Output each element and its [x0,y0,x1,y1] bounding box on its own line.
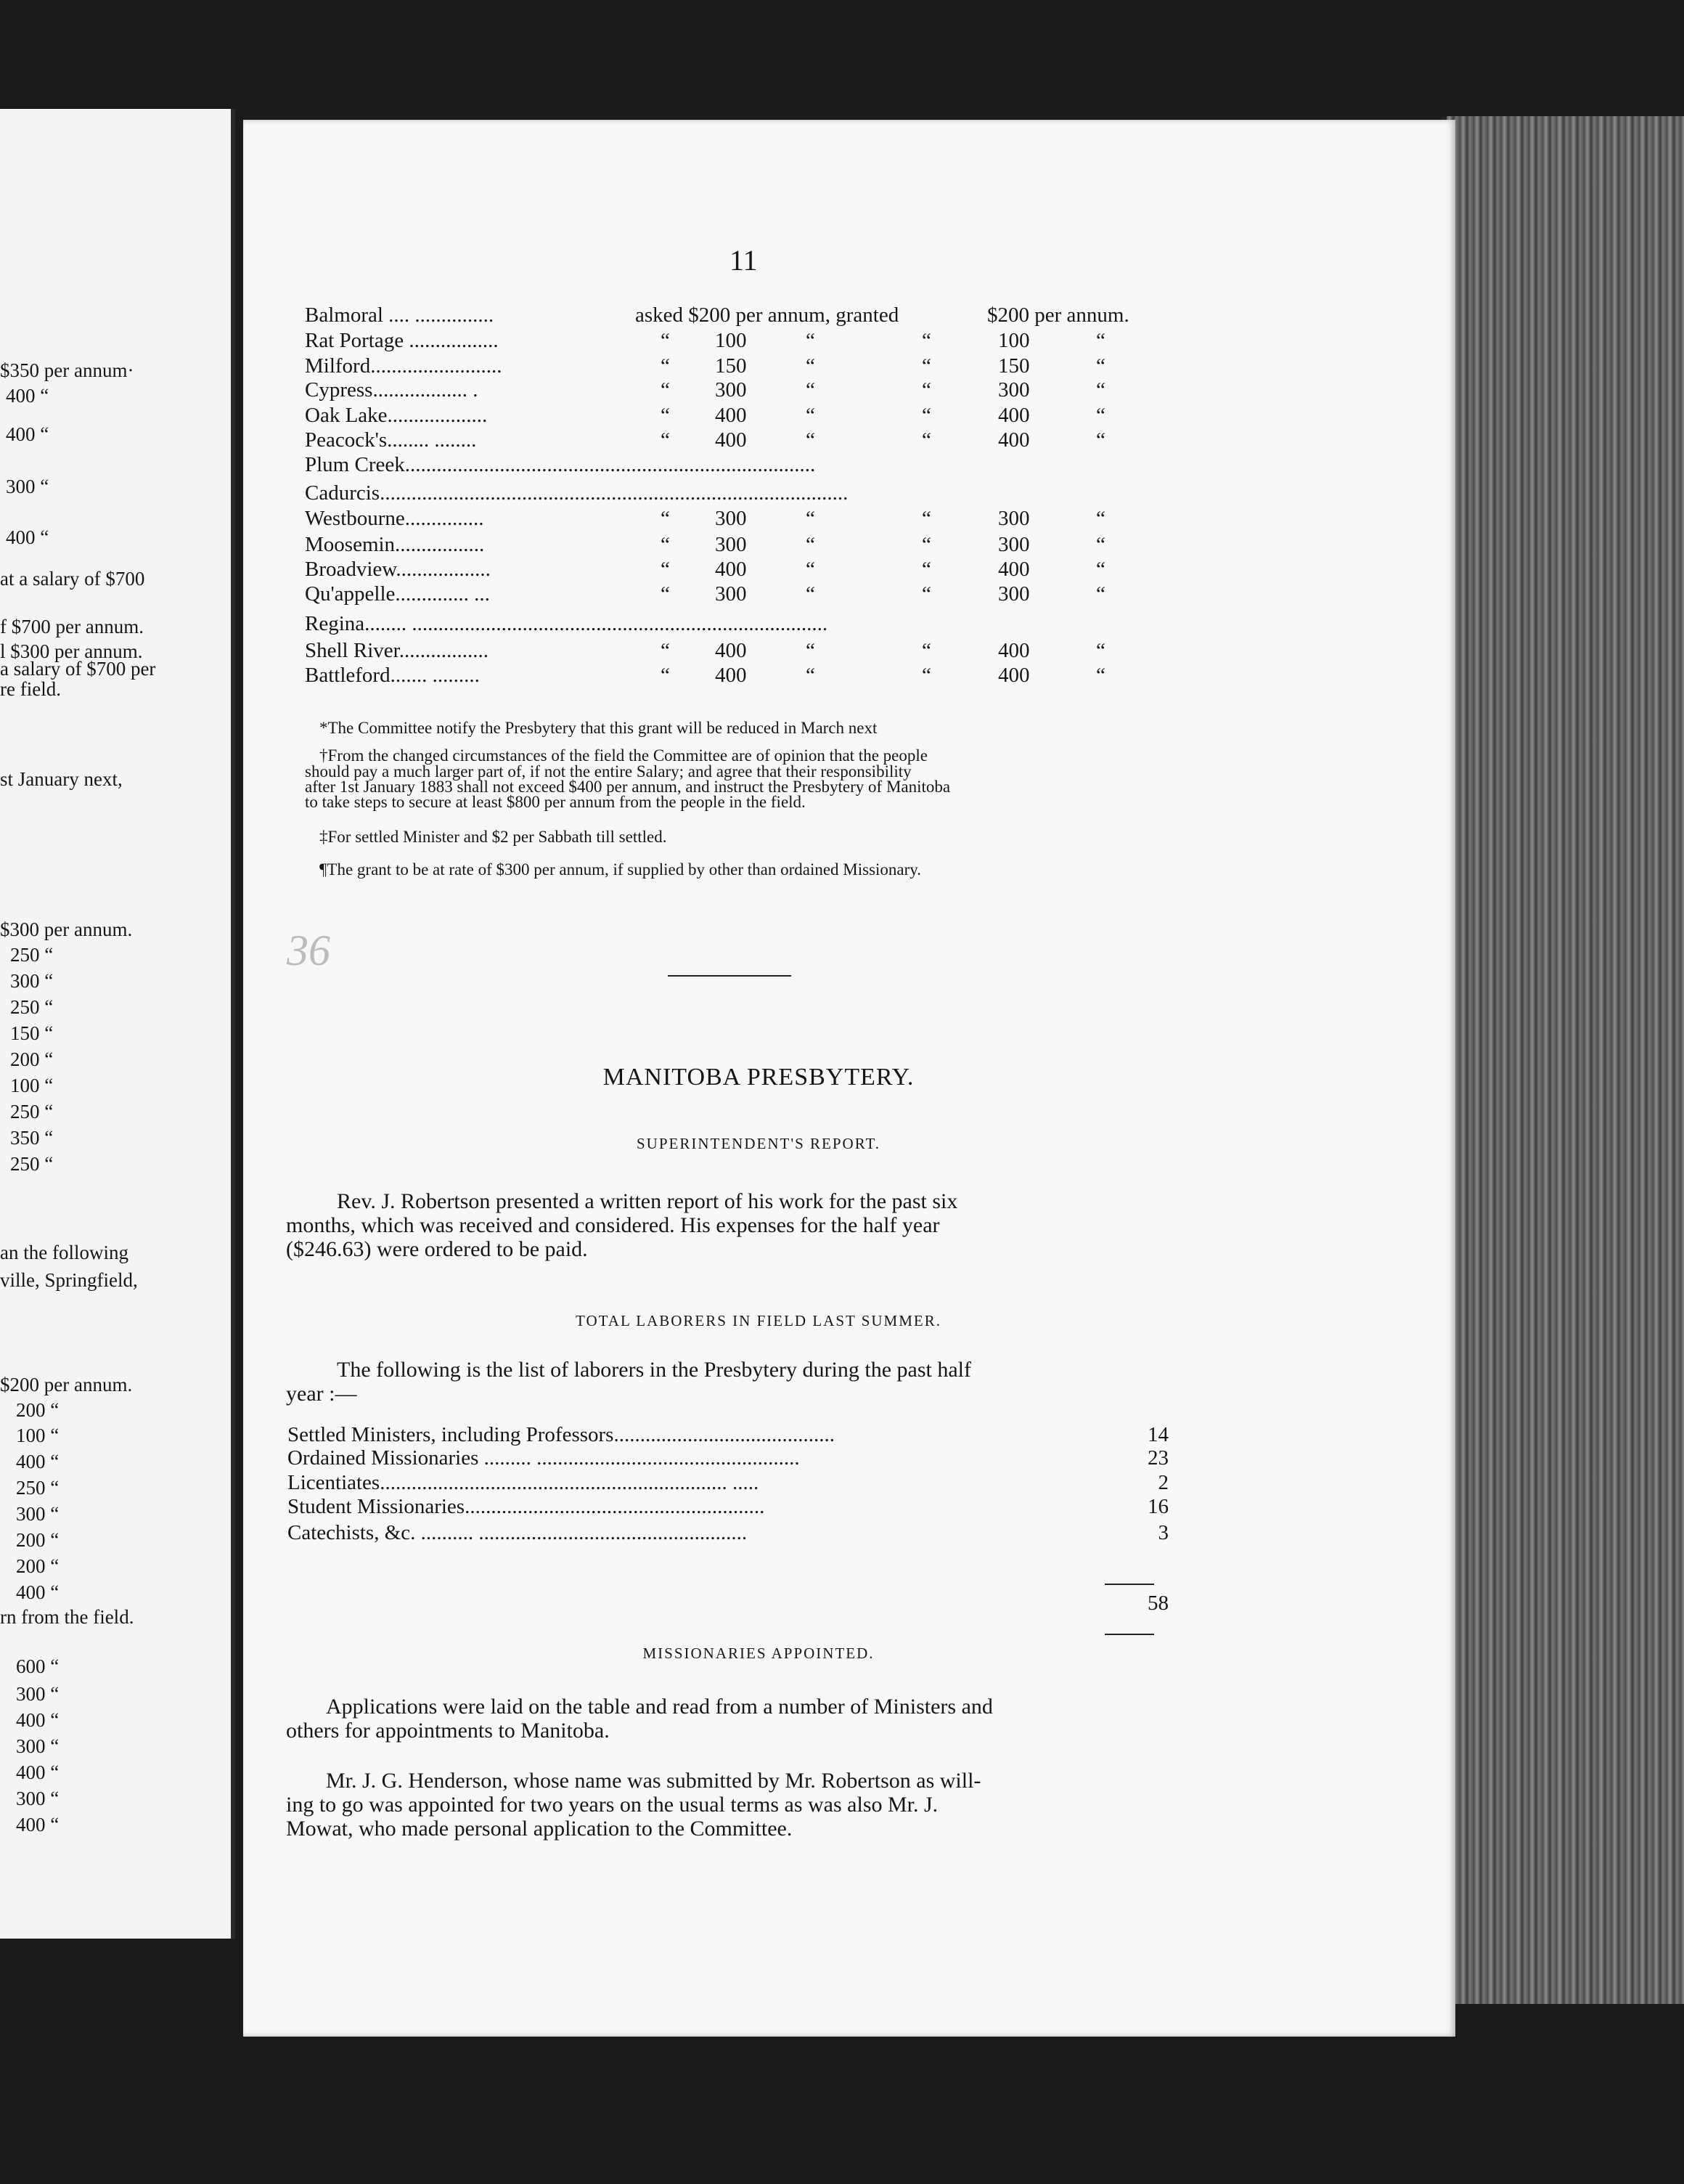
grant-place: Balmoral .... ............... [305,303,494,327]
ditto-mark: “ [806,533,815,556]
ditto-mark: “ [806,404,815,427]
grant-granted-value: 400 [998,404,1030,427]
superintendent-paragraph [286,1189,1157,1261]
laborer-count: 23 [1148,1446,1169,1470]
ditto-mark: “ [1096,639,1105,662]
grant-row [305,329,1169,354]
left-page-fragment: 350 “ [10,1127,54,1149]
grant-place: Regina........ ............................................................................... [305,612,828,635]
left-page-fragment: 400 “ [6,423,49,445]
ditto-mark: “ [1096,404,1105,427]
superintendent-heading: SUPERINTENDENT'S REPORT. [637,1135,880,1152]
ditto-mark: “ [806,582,815,606]
missionaries-paragraph-1 [286,1695,1157,1743]
grant-granted-value: 300 [998,533,1030,556]
left-page-fragment: 200 “ [16,1399,60,1421]
grant-asked-value: 400 [715,428,747,452]
left-page-fragment: 250 “ [10,996,54,1018]
ditto-mark: “ [661,639,670,662]
ditto-mark: “ [922,507,931,530]
left-page-fragment: a salary of $700 per [0,658,156,680]
left-page-fragment: $350 per annum· [0,359,134,381]
left-page-fragment: $300 per annum. [0,918,133,940]
ditto-mark: “ [1096,507,1105,530]
left-page-fragment: l $300 per annum. [0,640,143,662]
laborers-heading: TOTAL LABORERS IN FIELD LAST SUMMER. [576,1312,941,1329]
laborer-category: Catechists, &c. .......... ................................................... [287,1521,748,1544]
ditto-mark: “ [661,329,670,352]
laborer-category: Licentiates.................................................................. ..... [287,1471,759,1494]
left-page-fragment: 400 “ [16,1451,60,1472]
footnote-line: ¶The grant to be at rate of $300 per annum, if supplied by other than ordained Missionary. [319,860,922,879]
grant-place: Shell River................. [305,639,489,662]
ditto-mark: “ [922,354,931,378]
ditto-mark: “ [1096,354,1105,378]
ditto-mark: “ [661,664,670,687]
grant-granted-value: 100 [998,329,1030,352]
grant-row [305,507,1169,531]
footnote-line: †From the changed circumstances of the field the Committee are of opinion that the people [319,746,928,765]
book-page-edges [1441,116,1684,2004]
ditto-mark: “ [1096,582,1105,606]
ditto-mark: “ [1096,329,1105,352]
grant-row [305,404,1169,428]
ditto-mark: “ [661,582,670,606]
grant-granted-value: 400 [998,558,1030,581]
facing-left-page [0,109,235,1939]
left-page-fragment: 200 “ [16,1555,60,1577]
left-page-fragment: 300 “ [10,970,54,992]
ditto-mark: “ [806,354,815,378]
left-page-fragment: 300 “ [16,1683,60,1705]
ditto-mark: “ [922,639,931,662]
ditto-mark: “ [1096,558,1105,581]
ditto-mark: “ [661,404,670,427]
ditto-mark: “ [1096,428,1105,452]
grant-granted-value: 400 [998,664,1030,687]
grant-row [305,612,1169,637]
left-page-fragment: 400 “ [16,1761,60,1783]
laborer-category: Student Missionaries......................................................... [287,1495,765,1518]
ditto-mark: “ [806,428,815,452]
para-line: Mowat, who made personal application to the Committee. [286,1817,793,1841]
ditto-mark: “ [806,664,815,687]
left-page-fragment: 400 “ [16,1814,60,1835]
grant-place: Oak Lake................... [305,404,488,427]
grants-header-row [305,303,1169,328]
ditto-mark: “ [661,558,670,581]
left-page-fragment: 300 “ [6,476,49,497]
ditto-mark: “ [922,428,931,452]
para-line: The following is the list of laborers in the Presbytery during the past half [337,1358,971,1382]
grant-asked-value: 400 [715,639,747,662]
grant-granted-value: 400 [998,428,1030,452]
grant-asked-value: 400 [715,558,747,581]
laborer-count: 3 [1158,1521,1169,1544]
grant-place: Cypress.................. . [305,378,478,402]
left-page-fragment: ville, Springfield, [0,1269,138,1291]
ditto-mark: “ [806,558,815,581]
grant-place: Moosemin................. [305,533,485,556]
ditto-mark: “ [922,582,931,606]
grant-asked-value: 400 [715,664,747,687]
grant-asked-value: 100 [715,329,747,352]
left-page-fragment: 300 “ [16,1788,60,1809]
grant-row [305,428,1169,453]
laborers-total: 58 [1148,1592,1169,1615]
laborer-count: 16 [1148,1495,1169,1518]
grant-row [305,481,1169,506]
para-line: year :— [286,1382,357,1406]
grant-place: Battleford....... ......... [305,664,480,687]
ditto-mark: “ [922,533,931,556]
grant-row [305,558,1169,582]
left-page-fragment: 400 “ [16,1581,60,1603]
grant-asked-header: asked $200 per annum, granted [635,303,899,327]
left-page-fragment: 300 “ [16,1735,60,1757]
footnote-line: to take steps to secure at least $800 per annum from the people in the field. [305,793,806,811]
ditto-mark: “ [806,507,815,530]
grant-row [305,354,1169,379]
grant-granted-value: 150 [998,354,1030,378]
grant-row [305,582,1169,607]
left-page-fragment: 100 “ [10,1075,54,1096]
left-page-fragment: f $700 per annum. [0,616,144,637]
ditto-mark: “ [806,378,815,402]
grant-granted-value: 300 [998,507,1030,530]
para-line: ($246.63) were ordered to be paid. [286,1237,588,1261]
grant-place: Cadurcis......................................................................................... [305,481,849,505]
ditto-mark: “ [922,404,931,427]
left-page-fragment: at a salary of $700 [0,568,145,590]
left-page-fragment: st January next, [0,768,123,790]
para-line: others for appointments to Manitoba. [286,1719,610,1743]
margin-pencil-note: 36 [287,926,330,974]
left-page-fragment: rn from the field. [0,1606,134,1628]
left-page-fragment: 600 “ [16,1655,60,1677]
left-page-fragment: 400 “ [6,526,49,548]
grant-place: Broadview.................. [305,558,491,581]
ditto-mark: “ [806,329,815,352]
left-page-fragment: 250 “ [10,944,54,966]
left-page-fragment: 250 “ [16,1477,60,1499]
laborer-count: 2 [1158,1471,1169,1494]
grant-granted-header: $200 per annum. [987,303,1129,327]
grant-place: Milford......................... [305,354,502,378]
grant-asked-value: 300 [715,582,747,606]
grant-asked-value: 300 [715,533,747,556]
grant-place: Rat Portage ................. [305,329,499,352]
grant-place: Plum Creek.............................................................................. [305,453,816,476]
ditto-mark: “ [1096,664,1105,687]
grant-granted-value: 300 [998,378,1030,402]
page-number: 11 [729,244,758,277]
grant-granted-value: 400 [998,639,1030,662]
footnote-line: should pay a much larger part of, if not the entire Salary; and agree that their responsibility [305,762,912,781]
grant-place: Westbourne............... [305,507,484,530]
left-page-fragment: $200 per annum. [0,1374,133,1395]
grant-granted-value: 300 [998,582,1030,606]
missionaries-heading: MISSIONARIES APPOINTED. [642,1645,875,1662]
missionaries-paragraph-2 [286,1769,1157,1841]
grant-row [305,639,1169,664]
left-page-fragment: re field. [0,678,61,700]
laborer-category: Settled Ministers, including Professors.......................................... [287,1423,835,1446]
ditto-mark: “ [922,378,931,402]
grant-asked-value: 300 [715,378,747,402]
ditto-mark: “ [661,507,670,530]
left-page-fragment: 150 “ [10,1022,54,1044]
grant-asked-value: 400 [715,404,747,427]
footnote-line: ‡For settled Minister and $2 per Sabbath till settled. [319,828,667,846]
left-page-fragment: an the following [0,1242,128,1263]
left-page-fragment: 100 “ [16,1425,60,1446]
footnote-line: *The Committee notify the Presbytery that this grant will be reduced in March next [319,719,878,737]
ditto-mark: “ [661,533,670,556]
para-line: Applications were laid on the table and read from a number of Ministers and [326,1695,993,1719]
laborers-intro [286,1358,1157,1406]
section-title: MANITOBA PRESBYTERY. [602,1064,915,1091]
ditto-mark: “ [922,329,931,352]
para-line: ing to go was appointed for two years on the usual terms as was also Mr. J. [286,1793,939,1817]
footnote-line: after 1st January 1883 shall not exceed $400 per annum, and instruct the Presbytery of Manitoba [305,778,951,796]
grant-row [305,378,1169,403]
grant-row [305,453,1169,478]
left-page-fragment: 200 “ [10,1048,54,1070]
grant-row [305,533,1169,558]
laborer-count: 14 [1148,1423,1169,1446]
ditto-mark: “ [1096,533,1105,556]
left-page-fragment: 250 “ [10,1101,54,1122]
para-line: Mr. J. G. Henderson, whose name was submitted by Mr. Robertson as will- [326,1769,981,1793]
left-page-fragment: 250 “ [10,1153,54,1175]
para-line: months, which was received and considered. His expenses for the half year [286,1213,940,1237]
left-page-fragment: 200 “ [16,1529,60,1551]
grant-asked-value: 300 [715,507,747,530]
total-rule-top [1105,1584,1154,1585]
grant-place: Peacock's........ ........ [305,428,477,452]
section-divider [668,975,791,977]
left-page-fragment: 400 “ [6,385,49,407]
ditto-mark: “ [806,639,815,662]
para-line: Rev. J. Robertson presented a written report of his work for the past six [337,1189,958,1213]
left-page-fragment: 300 “ [16,1503,60,1525]
ditto-mark: “ [1096,378,1105,402]
ditto-mark: “ [661,378,670,402]
ditto-mark: “ [661,428,670,452]
laborer-category: Ordained Missionaries ......... .................................................. [287,1446,800,1470]
ditto-mark: “ [922,558,931,581]
grant-row [305,664,1169,688]
ditto-mark: “ [922,664,931,687]
ditto-mark: “ [661,354,670,378]
grant-asked-value: 150 [715,354,747,378]
left-page-fragment: 400 “ [16,1709,60,1731]
total-rule-bottom [1105,1634,1154,1635]
grant-place: Qu'appelle.............. ... [305,582,490,606]
